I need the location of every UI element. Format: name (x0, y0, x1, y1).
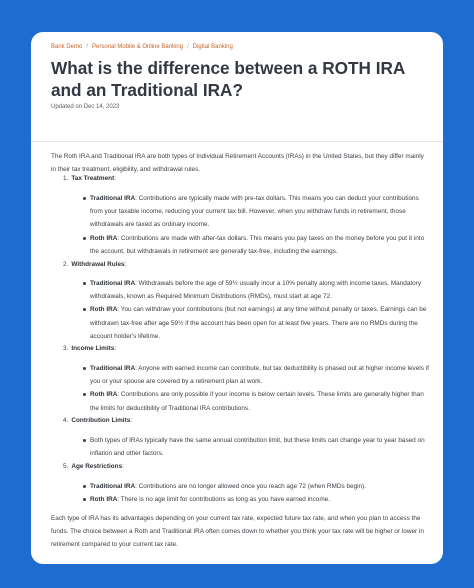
bullet-text: : Contributions are only possible if your income is below certain levels. These limits are generally higher than the limits for deductibility of Traditional IRA contributions. (90, 391, 424, 412)
bullet-text: : There is no age limit for contributions as long as you have earned income. (117, 496, 331, 504)
section-number: 3. (63, 345, 69, 352)
section-number: 4. (63, 417, 69, 424)
section-number: 2. (63, 261, 69, 268)
bullet-list (83, 362, 429, 415)
list-item (83, 232, 429, 258)
bullet-text: : Contributions are made with after-tax dollars. This means you pay taxes on the money before you put it into the account, but withdrawals in retirement are generally tax-free, including the earnings. (90, 234, 425, 255)
bullet-text: : You can withdraw your contributions (but not earnings) at any time without penalty or taxes. Earnings can be withdrawn tax-free after age 59½ if the account has been open for at least five years. There are no RMDs during the account holder's lifetime. (90, 306, 427, 340)
section-colon: : (122, 463, 124, 470)
breadcrumb-link-personal-banking[interactable]: Personal Mobile & Online Banking (92, 44, 184, 50)
bullet-text: : Anyone with earned income can contribute, but tax deductibility is phased out at higher income levels if you or your spouse are covered by a retirement plan at work. (90, 365, 429, 386)
bullet-term: Traditional IRA (90, 365, 136, 372)
bullet-term: Roth IRA (90, 496, 118, 504)
list-item (83, 493, 429, 506)
section-colon: : (114, 175, 116, 182)
closing-paragraph: Each type of IRA has its advantages depending on your current tax rate, expected future tax rate, and when you plan to access the funds. The choice between a Roth and Traditional IRA often comes down to whether you think your tax rate will be higher or lower in retirement compared to your current tax rate. (51, 515, 424, 549)
list-item (83, 362, 429, 388)
article-card (31, 32, 443, 564)
article-header (31, 32, 443, 142)
section-title: Contribution Limits (71, 417, 131, 424)
bullet-term: Traditional IRA (90, 483, 136, 490)
section-title: Withdrawal Rules (71, 261, 125, 268)
list-item (83, 434, 429, 460)
list-item (83, 303, 429, 343)
section-heading (63, 172, 423, 185)
section-title: Age Restrictions (71, 463, 123, 470)
bullet-text: : Contributions are no longer allowed once you reach age 72 (when RMDs begin). (135, 483, 366, 490)
section-heading (63, 414, 423, 427)
page-title: What is the difference between a ROTH IRA and an Traditional IRA? (51, 58, 405, 100)
updated-date: Updated on Dec 14, 2023 (51, 104, 120, 110)
section-title: Tax Treatment (71, 175, 115, 182)
bullet-term: Roth IRA (90, 306, 118, 314)
bullet-text: Both types of IRAs typically have the same annual contribution limit, but these limits can change year to year based on inflation and other factors. (90, 437, 425, 458)
list-item (83, 388, 429, 414)
list-item (83, 480, 429, 493)
bullet-list (83, 277, 429, 343)
breadcrumb-link-digital-banking[interactable]: Digital Banking (192, 44, 233, 50)
breadcrumb-separator: / (187, 44, 189, 50)
bullet-text: : Contributions are typically made with pre-tax dollars. This means you can deduct your contributions from your taxable income, reducing your current tax bill. However, when you withdraw funds in retirement, those withdrawals are taxed as ordinary income. (90, 195, 419, 229)
bullet-list (83, 480, 429, 506)
bullet-term: Traditional IRA (90, 195, 136, 202)
section-number: 1. (63, 175, 69, 182)
section-colon: : (124, 261, 127, 268)
bullet-term: Roth IRA (90, 391, 118, 399)
breadcrumb (51, 44, 423, 50)
section-colon: : (114, 345, 117, 352)
breadcrumb-separator: / (86, 44, 89, 50)
section-heading (63, 342, 423, 355)
bullet-list (83, 192, 429, 258)
bullet-term: Traditional IRA (90, 280, 136, 287)
section-title: Income Limits (71, 345, 115, 352)
intro-paragraph: The Roth IRA and Traditional IRA are both types of Individual Retirement Accounts (IRAs) in the United States, but they differ mainly in their tax treatment, eligibility, and withdrawal rules. (51, 153, 424, 174)
section-heading (63, 460, 423, 473)
breadcrumb-link-bank-demo[interactable]: Bank Demo (51, 44, 83, 50)
section-colon: : (130, 417, 133, 424)
section-heading (63, 258, 423, 271)
section-number: 5. (63, 463, 69, 470)
list-item (83, 192, 429, 232)
bullet-list (83, 434, 429, 460)
bullet-text: : Withdrawals before the age of 59½ usually incur a 10% penalty along with income taxes. Mandatory withdrawals, known as Required Minimum Distributions (RMDs), must start at age 72. (90, 280, 422, 301)
list-item (83, 277, 429, 303)
bullet-term: Roth IRA (90, 234, 118, 242)
